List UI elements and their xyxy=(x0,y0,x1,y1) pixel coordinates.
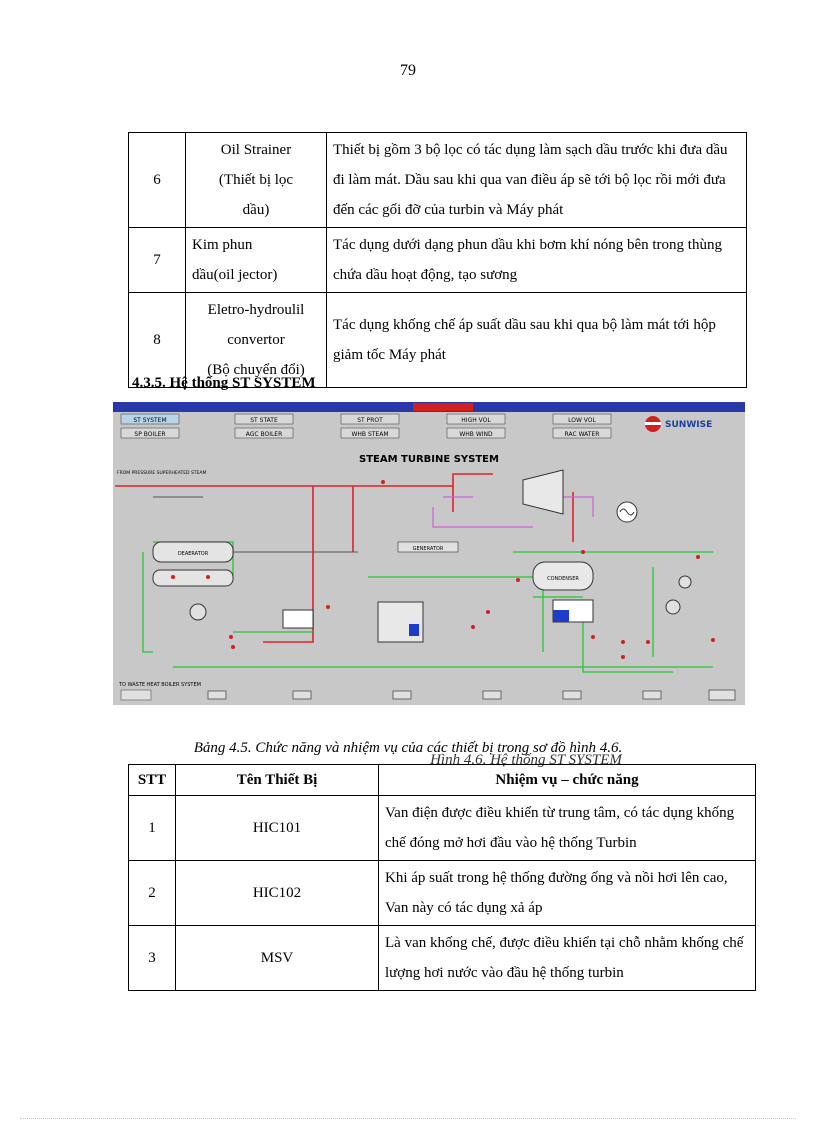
heat-exchanger xyxy=(283,610,313,628)
table-header-row xyxy=(129,765,756,796)
device-name-cell: MSV xyxy=(176,926,379,991)
description-cell: Thiết bị gồm 3 bộ lọc có tác dụng làm sạch dầu trước khi đưa dầu đi làm mát. Dầu sau khi qua van điều áp sẽ tới bộ lọc rồi mới đưa đến các gối đỡ của turbin và Máy phát xyxy=(327,133,747,228)
alarm-strip xyxy=(413,403,473,411)
pump xyxy=(190,604,206,620)
toolbar-button[interactable] xyxy=(208,691,226,699)
left-inlet-label: FROM PRESSURE SUPERHEATED STEAM xyxy=(117,471,207,476)
toolbar-button[interactable] xyxy=(563,691,581,699)
button-label: RAC WATER xyxy=(564,431,600,438)
device-name-cell xyxy=(186,133,327,228)
description-cell: Tác dụng dưới dạng phun dầu khi bơm khí nóng bên trong thùng chứa dầu hoạt động, tạo sương xyxy=(327,228,747,293)
table-row xyxy=(129,228,747,293)
deaerator-label: DEAERATOR xyxy=(177,551,209,557)
button-label: WHB WIND xyxy=(459,431,493,438)
toolbar-button[interactable] xyxy=(483,691,501,699)
button-label: LOW VOL xyxy=(568,417,596,424)
description-cell: Là van khống chế, được điều khiển tại chỗ nhằm khống chế lượng hơi nước vào đầu hệ thống turbin xyxy=(379,926,756,991)
toolbar-button[interactable] xyxy=(393,691,411,699)
column-header: Tên Thiết Bị xyxy=(176,765,379,796)
device-name-cell xyxy=(186,228,327,293)
stt-cell: 7 xyxy=(129,228,186,293)
device-name-cell xyxy=(186,293,327,388)
table-row xyxy=(129,293,747,388)
scada-title: STEAM TURBINE SYSTEM xyxy=(359,454,499,465)
pump xyxy=(666,600,680,614)
hotwell-water-level xyxy=(553,610,569,622)
button-label: AGC BOILER xyxy=(245,431,283,438)
table-caption: Bảng 4.5. Chức năng và nhiệm vụ của các thiết bị trong sơ đồ hình 4.6. xyxy=(193,740,623,756)
description-cell: Tác dụng khống chế áp suất dầu sau khi qua bộ làm mát tới hộp giảm tốc Máy phát xyxy=(327,293,747,388)
page-number: 79 xyxy=(400,62,416,79)
stt-cell: 1 xyxy=(129,796,176,861)
button-label: SP BOILER xyxy=(134,431,166,438)
description-cell: Van điện được điều khiển từ trung tâm, có tác dụng khống chế đóng mở hơi đầu vào hệ thống Turbin xyxy=(379,796,756,861)
toolbar-button[interactable] xyxy=(121,690,151,700)
oil-tank-level xyxy=(409,624,419,636)
section-heading: 4.3.5. Hệ thống ST SYSTEM xyxy=(132,375,316,391)
feedwater-tank xyxy=(153,570,233,586)
device-name-line: dầu(oil jector) xyxy=(192,267,278,283)
generator-label: GENERATOR xyxy=(412,546,444,552)
stt-cell: 3 xyxy=(129,926,176,991)
toolbar-button[interactable] xyxy=(709,690,735,700)
device-name-line: (Thiết bị lọc xyxy=(218,172,294,188)
button-label: ST STATE xyxy=(250,417,278,424)
device-name-line: Kim phun xyxy=(192,237,253,253)
device-name-cell: HIC102 xyxy=(176,861,379,926)
table-row xyxy=(129,861,756,926)
page-footer-divider xyxy=(20,1118,796,1119)
st-system-scada-figure xyxy=(113,402,745,705)
button-label: HIGH VOL xyxy=(461,417,491,424)
condenser-label: CONDENSER xyxy=(547,576,579,582)
description-cell: Khi áp suất trong hệ thống đường ống và nồi hơi lên cao, Van này có tác dụng xả áp xyxy=(379,861,756,926)
figure-caption: Hình 4.6. Hệ thống ST SYSTEM xyxy=(430,752,622,768)
stt-cell: 6 xyxy=(129,133,186,228)
device-name-cell: HIC101 xyxy=(176,796,379,861)
device-name-line: dầu) xyxy=(242,202,270,218)
svg-text:SUNWISE: SUNWISE xyxy=(665,420,713,430)
column-header: STT xyxy=(129,765,176,796)
bottom-left-label: TO WASTE HEAT BOILER SYSTEM xyxy=(119,682,201,688)
stt-cell: 8 xyxy=(129,293,186,388)
stt-cell: 2 xyxy=(129,861,176,926)
valve-table xyxy=(128,764,756,991)
button-label: ST PROT xyxy=(357,417,383,424)
device-name-line: convertor xyxy=(227,332,285,348)
button-label: ST SYSTEM xyxy=(133,417,167,424)
table-row xyxy=(129,133,747,228)
toolbar-button[interactable] xyxy=(293,691,311,699)
column-header: Nhiệm vụ – chức năng xyxy=(379,765,756,796)
pump xyxy=(679,576,691,588)
device-name-line: Oil Strainer xyxy=(220,142,292,158)
button-label: WHB STEAM xyxy=(351,431,389,438)
device-name-line: (Bộ chuyển đổi) xyxy=(207,362,305,378)
table-row xyxy=(129,796,756,861)
table-row xyxy=(129,926,756,991)
device-table-continued xyxy=(128,132,747,388)
device-name-line: Eletro-hydroulil xyxy=(207,302,305,318)
toolbar-button[interactable] xyxy=(643,691,661,699)
